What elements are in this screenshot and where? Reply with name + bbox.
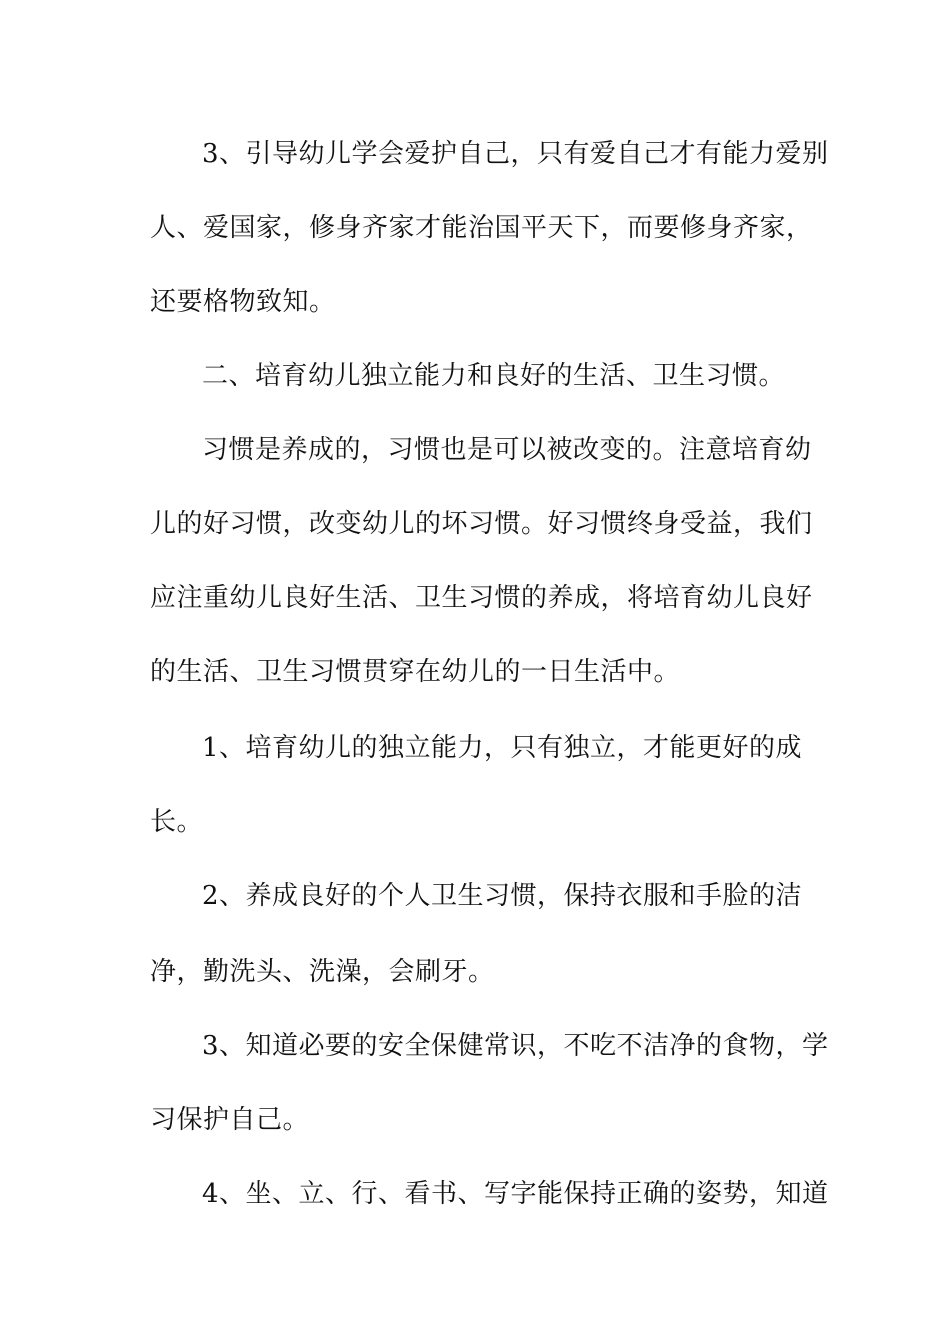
section-heading: 二、培育幼儿独立能力和良好的生活、卫生习惯。 xyxy=(202,361,786,391)
text-line-12: 净，勤洗头、洗澡，会刷牙。 xyxy=(150,957,495,987)
text-line-1: 3、引导幼儿学会爱护自己，只有爱自己才有能力爱别 xyxy=(202,139,829,169)
text-line-6: 儿的好习惯，改变幼儿的坏习惯。好习惯终身受益，我们 xyxy=(150,509,813,539)
text-line-15: 4、坐、立、行、看书、写字能保持正确的姿势，知道 xyxy=(202,1179,829,1209)
text-line-13: 3、知道必要的安全保健常识，不吃不洁净的食物，学 xyxy=(202,1031,829,1061)
text-line-10: 长。 xyxy=(150,807,204,837)
text-line-2: 人、爱国家，修身齐家才能治国平天下，而要修身齐家， xyxy=(150,213,813,243)
text-line-7: 应注重幼儿良好生活、卫生习惯的养成，将培育幼儿良好 xyxy=(150,583,813,613)
text-line-11: 2、养成良好的个人卫生习惯，保持衣服和手脸的洁 xyxy=(202,881,803,911)
text-line-5: 习惯是养成的，习惯也是可以被改变的。注意培育幼 xyxy=(202,435,812,465)
text-line-9: 1、培育幼儿的独立能力，只有独立，才能更好的成 xyxy=(202,733,803,763)
text-line-8: 的生活、卫生习惯贯穿在幼儿的一日生活中。 xyxy=(150,657,681,687)
text-line-14: 习保护自己。 xyxy=(150,1105,310,1135)
text-line-3: 还要格物致知。 xyxy=(150,287,336,317)
